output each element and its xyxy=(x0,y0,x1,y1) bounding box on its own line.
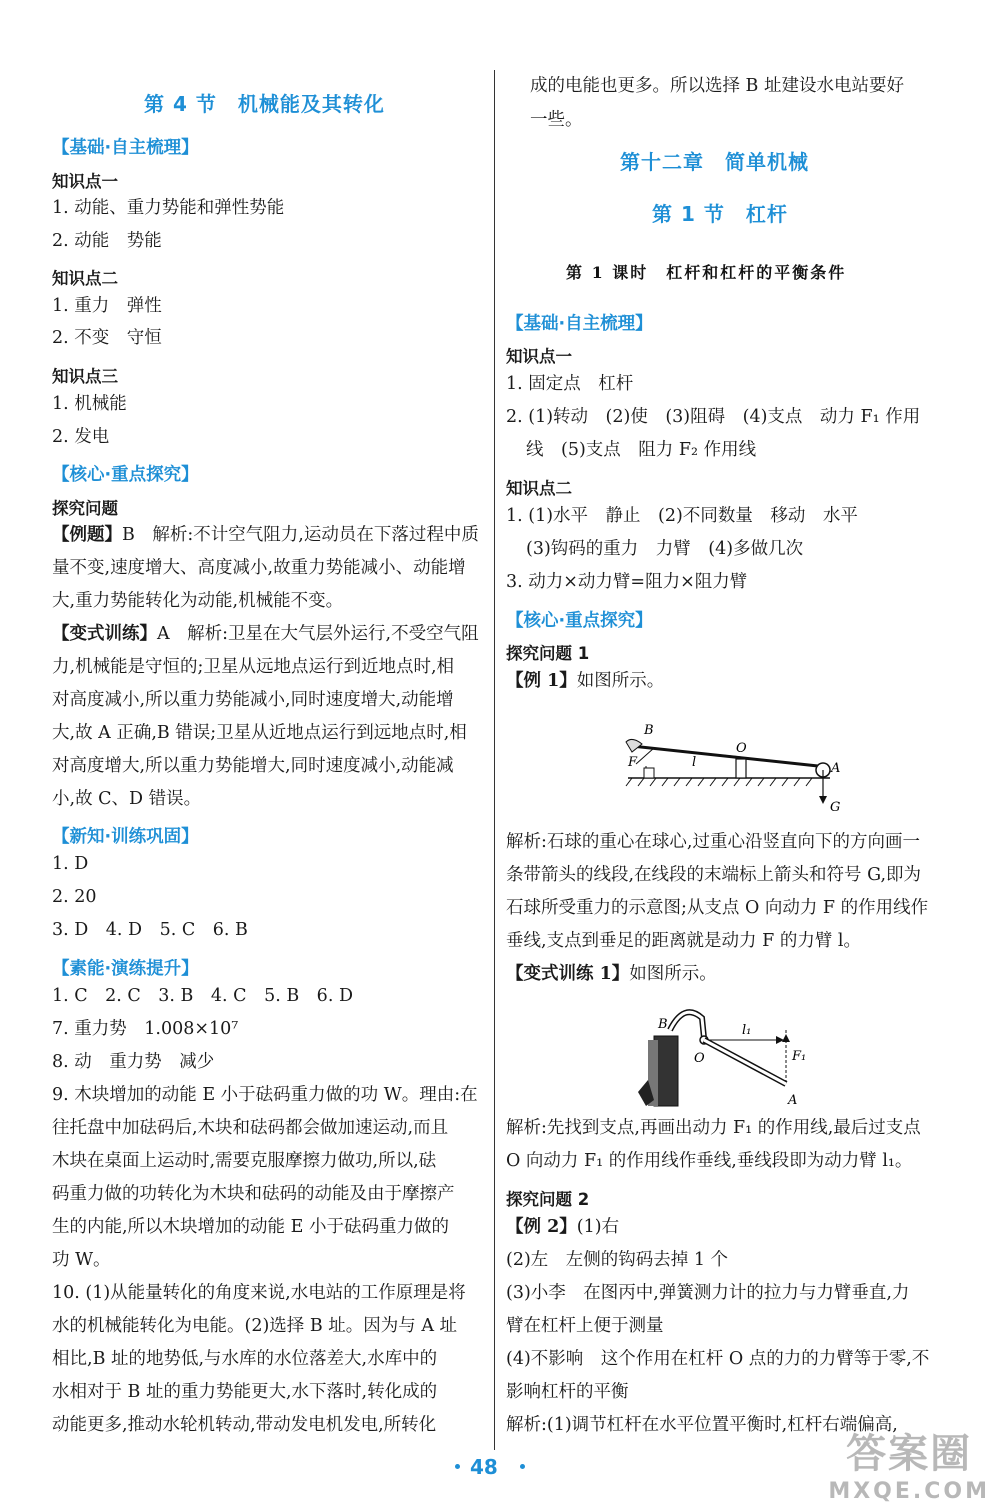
gravity-arrowhead xyxy=(819,796,827,804)
force-arrow xyxy=(636,748,654,764)
answer-line: 动能更多,推动水轮机转动,带动发电机发电,所转化 xyxy=(52,1415,437,1435)
variation-line xyxy=(52,626,479,644)
knowledge-point-3: 知识点三 xyxy=(52,367,118,386)
question-label: 探究问题 2 xyxy=(506,1190,590,1209)
question-label: 探究问题 xyxy=(52,499,118,518)
answer-line: 1. 重力 弹性 xyxy=(52,296,162,316)
label-l: l xyxy=(692,755,697,770)
answer-line: 臂在杠杆上便于测量 xyxy=(506,1316,664,1336)
answer-line: 2. 动能 势能 xyxy=(52,231,162,251)
example-line: 大,重力势能转化为动能,机械能不变。 xyxy=(52,591,344,611)
answer-line: 3. D 4. D 5. C 6. B xyxy=(52,920,248,940)
answer-line: 往托盘中加砝码后,木块和砝码都会做加速运动,而且 xyxy=(52,1118,449,1138)
section-heading-core: 【核心·重点探究】 xyxy=(506,611,653,631)
chapter-title: 第十二章 简单机械 xyxy=(620,150,809,174)
solution-line: 解析:先找到支点,再画出动力 F₁ 的作用线,最后过支点 xyxy=(506,1118,921,1138)
lever-figure-2 xyxy=(624,1000,824,1112)
answer-line: 码重力做的功转化为木块和砝码的动能及由于摩擦产 xyxy=(52,1184,455,1204)
answer-line: 3. 动力×动力臂=阻力×阻力臂 xyxy=(506,572,748,592)
variation-tag: 【变式训练】 xyxy=(52,624,157,644)
answer-line: 1. 动能、重力势能和弹性势能 xyxy=(52,198,285,218)
solution-line: 解析:石球的重心在球心,过重心沿竖直向下的方向画一 xyxy=(506,832,920,852)
force-arrowhead xyxy=(782,1034,790,1042)
knowledge-point-2: 知识点二 xyxy=(52,269,118,288)
label-B: B xyxy=(644,723,654,738)
answer-line: 相比,B 址的地势低,与水库的水位落差大,水库中的 xyxy=(52,1349,438,1369)
answer-line: 7. 重力势 1.008×10⁷ xyxy=(52,1019,239,1039)
variation-line: 小,故 C、D 错误。 xyxy=(52,789,202,809)
ground-hatch xyxy=(626,778,812,786)
label-l1: l₁ xyxy=(742,1023,752,1038)
variation-line: 对高度增大,所以重力势能增大,同时速度减小,动能减 xyxy=(52,756,454,776)
answer-line: 水相对于 B 址的重力势能更大,水下落时,转化成的 xyxy=(52,1382,438,1402)
column-divider xyxy=(494,70,495,1450)
answer-line: 影响杠杆的平衡 xyxy=(506,1382,629,1402)
solution-line: O 向动力 F₁ 的作用线作垂线,垂线段即为动力臂 l₁。 xyxy=(506,1151,913,1171)
answer-line: 10. (1)从能量转化的角度来说,水电站的工作原理是将 xyxy=(52,1283,466,1303)
section-title: 第 4 节 机械能及其转化 xyxy=(144,92,385,116)
section-heading-new: 【新知·训练巩固】 xyxy=(52,827,199,847)
answer-line: 木块在桌面上运动时,需要克服摩擦力做功,所以,砝 xyxy=(52,1151,437,1171)
hand-shape xyxy=(626,739,642,752)
example-tag: 【例题】 xyxy=(52,525,122,545)
question-label: 探究问题 1 xyxy=(506,644,590,663)
knowledge-point-1: 知识点一 xyxy=(506,347,572,366)
answer-line: 1. C 2. C 3. B 4. C 5. B 6. D xyxy=(52,986,353,1006)
answer-line: 2. 不变 守恒 xyxy=(52,328,162,348)
section-heading-skill: 【素能·演练提升】 xyxy=(52,959,199,979)
variation-line xyxy=(506,966,717,984)
answer-line: 线 (5)支点 阻力 F₂ 作用线 xyxy=(526,440,757,460)
answer-line: 功 W。 xyxy=(52,1250,111,1270)
page-number-dot xyxy=(455,1464,460,1469)
answer-line: 9. 木块增加的动能 E 小于砝码重力做的功 W。理由:在 xyxy=(52,1085,478,1105)
answer-line: 1. 机械能 xyxy=(52,394,127,414)
answer-line: (2)左 左侧的钩码去掉 1 个 xyxy=(506,1250,729,1270)
answer-line: (3)小李 在图丙中,弹簧测力计的拉力与力臂垂直,力 xyxy=(506,1283,910,1303)
continued-line: 一些。 xyxy=(530,110,583,130)
answer-line: 1. D xyxy=(52,854,89,874)
variation-line: 对高度减小,所以重力势能减小,同时速度增大,动能增 xyxy=(52,690,454,710)
label-A: A xyxy=(788,1093,798,1108)
weight-block xyxy=(644,768,654,778)
lever-figure-1 xyxy=(618,708,848,818)
answer-line: 8. 动 重力势 减少 xyxy=(52,1052,215,1072)
label-G: G xyxy=(830,800,841,815)
solution-line: 石球所受重力的示意图;从支点 O 向动力 F 的作用线作 xyxy=(506,898,929,918)
page-number-dot xyxy=(520,1464,525,1469)
example-tag: 【例 1】 xyxy=(506,671,577,691)
example-line xyxy=(52,527,479,545)
label-F1: F₁ xyxy=(792,1049,807,1064)
example-text: (1)右 xyxy=(576,1217,620,1237)
solution-line: 垂线,支点到垂足的距离就是动力 F 的力臂 l。 xyxy=(506,931,861,951)
answer-line: 水的机械能转化为电能。(2)选择 B 址。因为与 A 址 xyxy=(52,1316,458,1336)
label-O: O xyxy=(694,1051,705,1066)
label-B: B xyxy=(658,1017,668,1032)
section-heading-basic: 【基础·自主梳理】 xyxy=(506,314,653,334)
answer-line: 2. 20 xyxy=(52,887,97,907)
label-A: A xyxy=(831,761,841,776)
variation-line: 大,故 A 正确,B 错误;卫星从近地点运行到远地点时,相 xyxy=(52,723,467,743)
answer-line: (4)不影响 这个作用在杠杆 O 点的力的力臂等于零,不 xyxy=(506,1349,930,1369)
section-heading-core: 【核心·重点探究】 xyxy=(52,465,199,485)
solution-line: 条带箭头的线段,在线段的末端标上箭头和符号 G,即为 xyxy=(506,865,922,885)
continued-line: 成的电能也更多。所以选择 B 址建设水电站要好 xyxy=(530,76,904,96)
knowledge-point-1: 知识点一 xyxy=(52,172,118,191)
label-F: F xyxy=(628,755,638,770)
watermark-url: MXQE.COM xyxy=(828,1479,990,1504)
label-O: O xyxy=(736,741,747,756)
example-text: B 解析:不计空气阻力,运动员在下落过程中质 xyxy=(122,525,479,545)
page-number: 48 xyxy=(470,1455,498,1479)
solution-line: 解析:(1)调节杠杆在水平位置平衡时,杠杆右端偏高, xyxy=(506,1415,898,1435)
section-heading-basic: 【基础·自主梳理】 xyxy=(52,138,199,158)
section-title: 第 1 节 杠杆 xyxy=(652,202,788,226)
watermark-logo xyxy=(828,1422,990,1504)
example-line xyxy=(506,673,664,691)
answer-line: 2. 发电 xyxy=(52,427,110,447)
variation-text: A 解析:卫星在大气层外运行,不受空气阻 xyxy=(157,624,479,644)
variation-tag: 【变式训练 1】 xyxy=(506,964,630,984)
answer-line: 1. (1)水平 静止 (2)不同数量 移动 水平 xyxy=(506,506,858,526)
lesson-title: 第 1 课时 杠杆和杠杆的平衡条件 xyxy=(566,263,847,282)
variation-line: 力,机械能是守恒的;卫星从远地点运行到近地点时,相 xyxy=(52,657,455,677)
example-tag: 【例 2】 xyxy=(506,1217,577,1237)
arm-arrowhead xyxy=(776,1036,784,1044)
example-line xyxy=(506,1219,619,1237)
watermark-text: 答案圈 xyxy=(846,1431,973,1477)
answer-line: 2. (1)转动 (2)使 (3)阻碍 (4)支点 动力 F₁ 作用 xyxy=(506,407,921,427)
variation-text: 如图所示。 xyxy=(629,964,717,984)
example-text: 如图所示。 xyxy=(576,671,665,691)
knowledge-point-2: 知识点二 xyxy=(506,479,572,498)
answer-line: 1. 固定点 杠杆 xyxy=(506,374,634,394)
fulcrum xyxy=(736,759,746,778)
answer-line: 生的内能,所以木块增加的动能 E 小于砝码重力做的 xyxy=(52,1217,449,1237)
answer-line: (3)钩码的重力 力臂 (4)多做几次 xyxy=(526,539,804,559)
example-line: 量不变,速度增大、高度减小,故重力势能减小、动能增 xyxy=(52,558,466,578)
